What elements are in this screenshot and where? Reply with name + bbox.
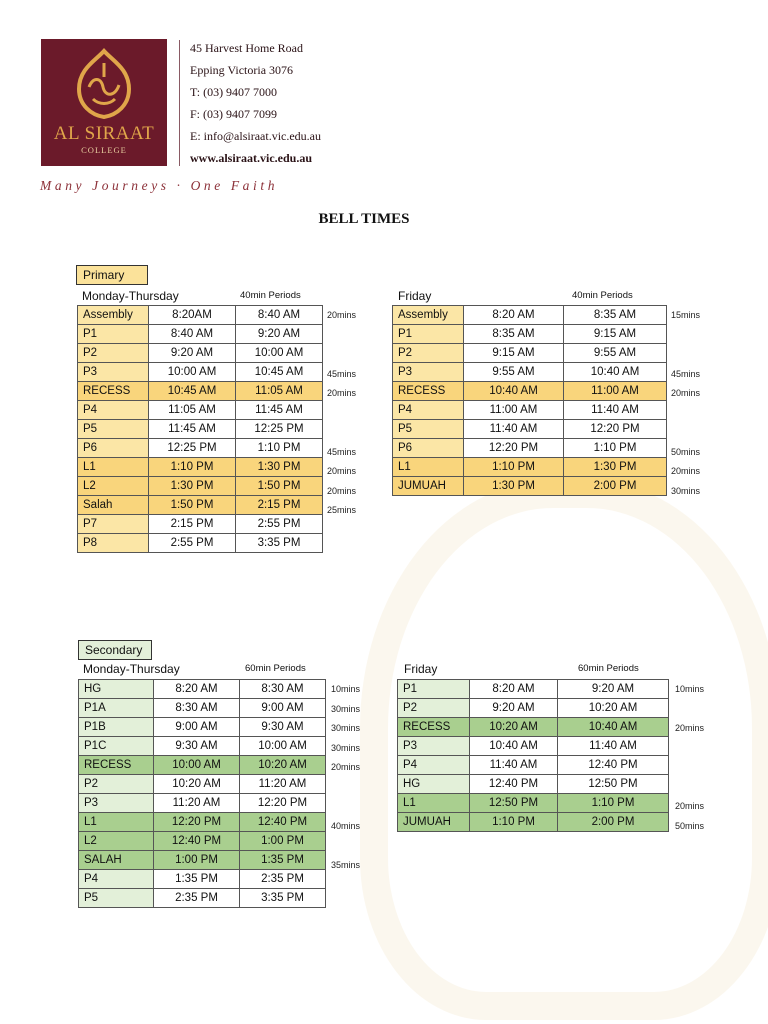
start-time: 8:20 AM: [464, 306, 564, 325]
duration-label: 45mins: [327, 446, 357, 457]
secondary-section-label: Secondary: [78, 640, 152, 660]
start-time: 10:40 AM: [470, 737, 558, 756]
duration-label: 20mins: [327, 388, 357, 398]
start-time: 9:30 AM: [154, 737, 240, 756]
duration-label: 50mins: [675, 820, 705, 831]
end-time: 2:35 PM: [240, 870, 326, 889]
start-time: 12:20 PM: [464, 439, 564, 458]
primary-friday-periods: 40min Periods: [572, 290, 633, 301]
duration-label: 30mins: [331, 723, 361, 733]
duration-label: 20mins: [671, 388, 701, 398]
start-time: 9:00 AM: [154, 718, 240, 737]
schedule-row: [393, 439, 667, 458]
start-time: 9:15 AM: [464, 344, 564, 363]
start-time: 8:35 AM: [464, 325, 564, 344]
schedule-row: [398, 680, 669, 699]
period-name: P4: [78, 401, 149, 420]
start-time: 12:25 PM: [149, 439, 236, 458]
start-time: 9:20 AM: [470, 699, 558, 718]
start-time: 8:30 AM: [154, 699, 240, 718]
schedule-row: [398, 699, 669, 718]
period-name: P5: [78, 420, 149, 439]
schedule-row: [78, 382, 323, 401]
end-time: 2:00 PM: [558, 813, 669, 832]
start-time: 10:40 AM: [464, 382, 564, 401]
period-name: P3: [79, 794, 154, 813]
end-time: 1:30 PM: [236, 458, 323, 477]
period-name: HG: [398, 775, 470, 794]
contact-suburb: Epping Victoria 3076: [190, 63, 294, 77]
duration-label: 50mins: [671, 446, 701, 457]
period-name: P1: [398, 680, 470, 699]
start-time: 11:40 AM: [464, 420, 564, 439]
duration-label: 20mins: [331, 762, 361, 772]
period-name: RECESS: [79, 756, 154, 775]
duration-label: 40mins: [331, 820, 361, 831]
period-name: P3: [398, 737, 470, 756]
end-time: 12:20 PM: [564, 420, 667, 439]
schedule-row: [79, 699, 326, 718]
period-name: L1: [79, 813, 154, 832]
start-time: 8:20 AM: [154, 680, 240, 699]
period-name: P1B: [79, 718, 154, 737]
duration-label: 20mins: [327, 466, 357, 476]
schedule-row: [79, 756, 326, 775]
contact-website: www.alsiraat.vic.edu.au: [190, 151, 313, 165]
start-time: 2:15 PM: [149, 515, 236, 534]
end-time: 1:10 PM: [558, 794, 669, 813]
start-time: 1:10 PM: [149, 458, 236, 477]
logo-subtitle: COLLEGE: [81, 145, 127, 155]
duration-label: 45mins: [671, 368, 701, 379]
secondary-mon-thu-table: [78, 679, 326, 908]
schedule-row: [78, 477, 323, 496]
schedule-row: [78, 363, 323, 382]
end-time: 2:00 PM: [564, 477, 667, 496]
end-time: 1:30 PM: [564, 458, 667, 477]
contact-address: 45 Harvest Home Road: [190, 41, 303, 55]
duration-label: 30mins: [331, 742, 361, 753]
start-time: 12:20 PM: [154, 813, 240, 832]
schedule-row: [78, 325, 323, 344]
contact-fax: F: (03) 9407 7099: [190, 107, 277, 121]
college-logo: [41, 39, 167, 166]
schedule-row: [393, 382, 667, 401]
schedule-row: [398, 775, 669, 794]
start-time: 9:55 AM: [464, 363, 564, 382]
schedule-row: [398, 718, 669, 737]
schedule-row: [398, 813, 669, 832]
schedule-row: [78, 496, 323, 515]
schedule-row: [398, 794, 669, 813]
end-time: 12:20 PM: [240, 794, 326, 813]
end-time: 9:20 AM: [558, 680, 669, 699]
start-time: 1:30 PM: [464, 477, 564, 496]
duration-label: 20mins: [327, 310, 357, 320]
period-name: P1A: [79, 699, 154, 718]
schedule-row: [393, 458, 667, 477]
schedule-row: [78, 458, 323, 477]
schedule-row: [79, 680, 326, 699]
end-time: 9:55 AM: [564, 344, 667, 363]
duration-label: 20mins: [671, 466, 701, 476]
period-name: P1: [78, 325, 149, 344]
period-name: P4: [393, 401, 464, 420]
period-name: L2: [78, 477, 149, 496]
schedule-row: [79, 737, 326, 756]
end-time: 1:35 PM: [240, 851, 326, 870]
end-time: 11:40 AM: [558, 737, 669, 756]
schedule-row: [78, 534, 323, 553]
schedule-row: [398, 756, 669, 775]
end-time: 1:10 PM: [236, 439, 323, 458]
end-time: 1:00 PM: [240, 832, 326, 851]
period-name: P7: [78, 515, 149, 534]
schedule-row: [78, 306, 323, 325]
end-time: 10:40 AM: [558, 718, 669, 737]
period-name: L2: [79, 832, 154, 851]
start-time: 1:10 PM: [470, 813, 558, 832]
duration-label: 20mins: [675, 723, 705, 733]
period-name: RECESS: [393, 382, 464, 401]
end-time: 12:40 PM: [240, 813, 326, 832]
schedule-row: [79, 889, 326, 908]
schedule-row: [78, 439, 323, 458]
primary-friday-table: [392, 305, 667, 496]
schedule-row: [78, 401, 323, 420]
end-time: 10:20 AM: [558, 699, 669, 718]
start-time: 11:45 AM: [149, 420, 236, 439]
start-time: 1:00 PM: [154, 851, 240, 870]
tagline: Many Journeys · One Faith: [40, 178, 279, 193]
period-name: P8: [78, 534, 149, 553]
calligraphy-emblem-icon: [69, 47, 139, 121]
period-name: P2: [393, 344, 464, 363]
secondary-friday-periods: 60min Periods: [578, 663, 639, 674]
end-time: 12:25 PM: [236, 420, 323, 439]
header-divider: [179, 40, 180, 166]
schedule-row: [393, 363, 667, 382]
start-time: 9:20 AM: [149, 344, 236, 363]
schedule-row: [393, 401, 667, 420]
period-name: P1C: [79, 737, 154, 756]
schedule-row: [79, 775, 326, 794]
end-time: 10:20 AM: [240, 756, 326, 775]
contact-block: [190, 40, 321, 172]
period-name: P5: [79, 889, 154, 908]
start-time: 1:10 PM: [464, 458, 564, 477]
schedule-row: [393, 306, 667, 325]
schedule-row: [79, 813, 326, 832]
duration-label: 20mins: [327, 485, 357, 496]
period-name: JUMUAH: [398, 813, 470, 832]
period-name: P2: [79, 775, 154, 794]
end-time: 9:00 AM: [240, 699, 326, 718]
start-time: 2:55 PM: [149, 534, 236, 553]
period-name: P3: [393, 363, 464, 382]
schedule-row: [78, 420, 323, 439]
schedule-row: [79, 870, 326, 889]
period-name: L1: [78, 458, 149, 477]
start-time: 10:00 AM: [149, 363, 236, 382]
end-time: 12:40 PM: [558, 756, 669, 775]
period-name: HG: [79, 680, 154, 699]
period-name: P4: [79, 870, 154, 889]
end-time: 2:55 PM: [236, 515, 323, 534]
end-time: 1:50 PM: [236, 477, 323, 496]
end-time: 11:45 AM: [236, 401, 323, 420]
contact-phone: T: (03) 9407 7000: [190, 85, 278, 99]
start-time: 11:05 AM: [149, 401, 236, 420]
start-time: 8:20 AM: [470, 680, 558, 699]
schedule-row: [79, 851, 326, 870]
end-time: 11:40 AM: [564, 401, 667, 420]
period-name: P4: [398, 756, 470, 775]
start-time: 10:20 AM: [154, 775, 240, 794]
period-name: Assembly: [78, 306, 149, 325]
end-time: 9:20 AM: [236, 325, 323, 344]
period-name: RECESS: [398, 718, 470, 737]
end-time: 3:35 PM: [240, 889, 326, 908]
start-time: 1:30 PM: [149, 477, 236, 496]
period-name: L1: [393, 458, 464, 477]
schedule-row: [79, 832, 326, 851]
end-time: 1:10 PM: [564, 439, 667, 458]
duration-label: 15mins: [671, 310, 701, 320]
end-time: 8:30 AM: [240, 680, 326, 699]
start-time: 12:40 PM: [154, 832, 240, 851]
end-time: 10:45 AM: [236, 363, 323, 382]
duration-label: 30mins: [671, 485, 701, 496]
start-time: 11:20 AM: [154, 794, 240, 813]
end-time: 9:30 AM: [240, 718, 326, 737]
end-time: 11:05 AM: [236, 382, 323, 401]
duration-label: 30mins: [331, 703, 361, 714]
start-time: 10:45 AM: [149, 382, 236, 401]
start-time: 12:40 PM: [470, 775, 558, 794]
period-name: Salah: [78, 496, 149, 515]
start-time: 8:20AM: [149, 306, 236, 325]
period-name: P3: [78, 363, 149, 382]
primary-friday-label: Friday: [398, 289, 432, 303]
primary-mon-thu-label: Monday-Thursday: [82, 289, 179, 303]
schedule-row: [398, 737, 669, 756]
start-time: 10:00 AM: [154, 756, 240, 775]
schedule-row: [79, 718, 326, 737]
start-time: 11:40 AM: [470, 756, 558, 775]
secondary-mon-thu-label: Monday-Thursday: [83, 662, 180, 676]
end-time: 11:20 AM: [240, 775, 326, 794]
primary-mon-thu-periods: 40min Periods: [240, 290, 301, 301]
period-name: P1: [393, 325, 464, 344]
duration-label: 35mins: [331, 859, 361, 870]
schedule-row: [393, 420, 667, 439]
end-time: 3:35 PM: [236, 534, 323, 553]
start-time: 1:50 PM: [149, 496, 236, 515]
start-time: 1:35 PM: [154, 870, 240, 889]
schedule-row: [78, 515, 323, 534]
schedule-row: [78, 344, 323, 363]
secondary-friday-table: [397, 679, 669, 832]
schedule-row: [393, 344, 667, 363]
schedule-row: [393, 325, 667, 344]
period-name: SALAH: [79, 851, 154, 870]
end-time: 10:00 AM: [236, 344, 323, 363]
period-name: P5: [393, 420, 464, 439]
start-time: 8:40 AM: [149, 325, 236, 344]
secondary-friday-label: Friday: [404, 662, 438, 676]
period-name: RECESS: [78, 382, 149, 401]
duration-label: 10mins: [331, 684, 361, 694]
duration-label: 25mins: [327, 505, 357, 515]
period-name: P2: [78, 344, 149, 363]
primary-section-label: Primary: [76, 265, 148, 285]
period-name: Assembly: [393, 306, 464, 325]
page-title: BELL TIMES: [318, 211, 410, 227]
start-time: 2:35 PM: [154, 889, 240, 908]
secondary-mon-thu-periods: 60min Periods: [245, 663, 306, 674]
period-name: P6: [393, 439, 464, 458]
primary-mon-thu-table: [77, 305, 323, 553]
contact-email: E: info@alsiraat.vic.edu.au: [190, 129, 322, 143]
end-time: 8:40 AM: [236, 306, 323, 325]
start-time: 11:00 AM: [464, 401, 564, 420]
start-time: 12:50 PM: [470, 794, 558, 813]
logo-name: AL SIRAAT: [53, 123, 155, 144]
duration-label: 20mins: [675, 801, 705, 811]
period-name: P6: [78, 439, 149, 458]
duration-label: 10mins: [675, 684, 705, 694]
end-time: 8:35 AM: [564, 306, 667, 325]
start-time: 10:20 AM: [470, 718, 558, 737]
end-time: 9:15 AM: [564, 325, 667, 344]
period-name: P2: [398, 699, 470, 718]
schedule-row: [393, 477, 667, 496]
period-name: JUMUAH: [393, 477, 464, 496]
end-time: 2:15 PM: [236, 496, 323, 515]
end-time: 11:00 AM: [564, 382, 667, 401]
end-time: 10:40 AM: [564, 363, 667, 382]
schedule-row: [79, 794, 326, 813]
end-time: 12:50 PM: [558, 775, 669, 794]
duration-label: 45mins: [327, 368, 357, 379]
period-name: L1: [398, 794, 470, 813]
end-time: 10:00 AM: [240, 737, 326, 756]
